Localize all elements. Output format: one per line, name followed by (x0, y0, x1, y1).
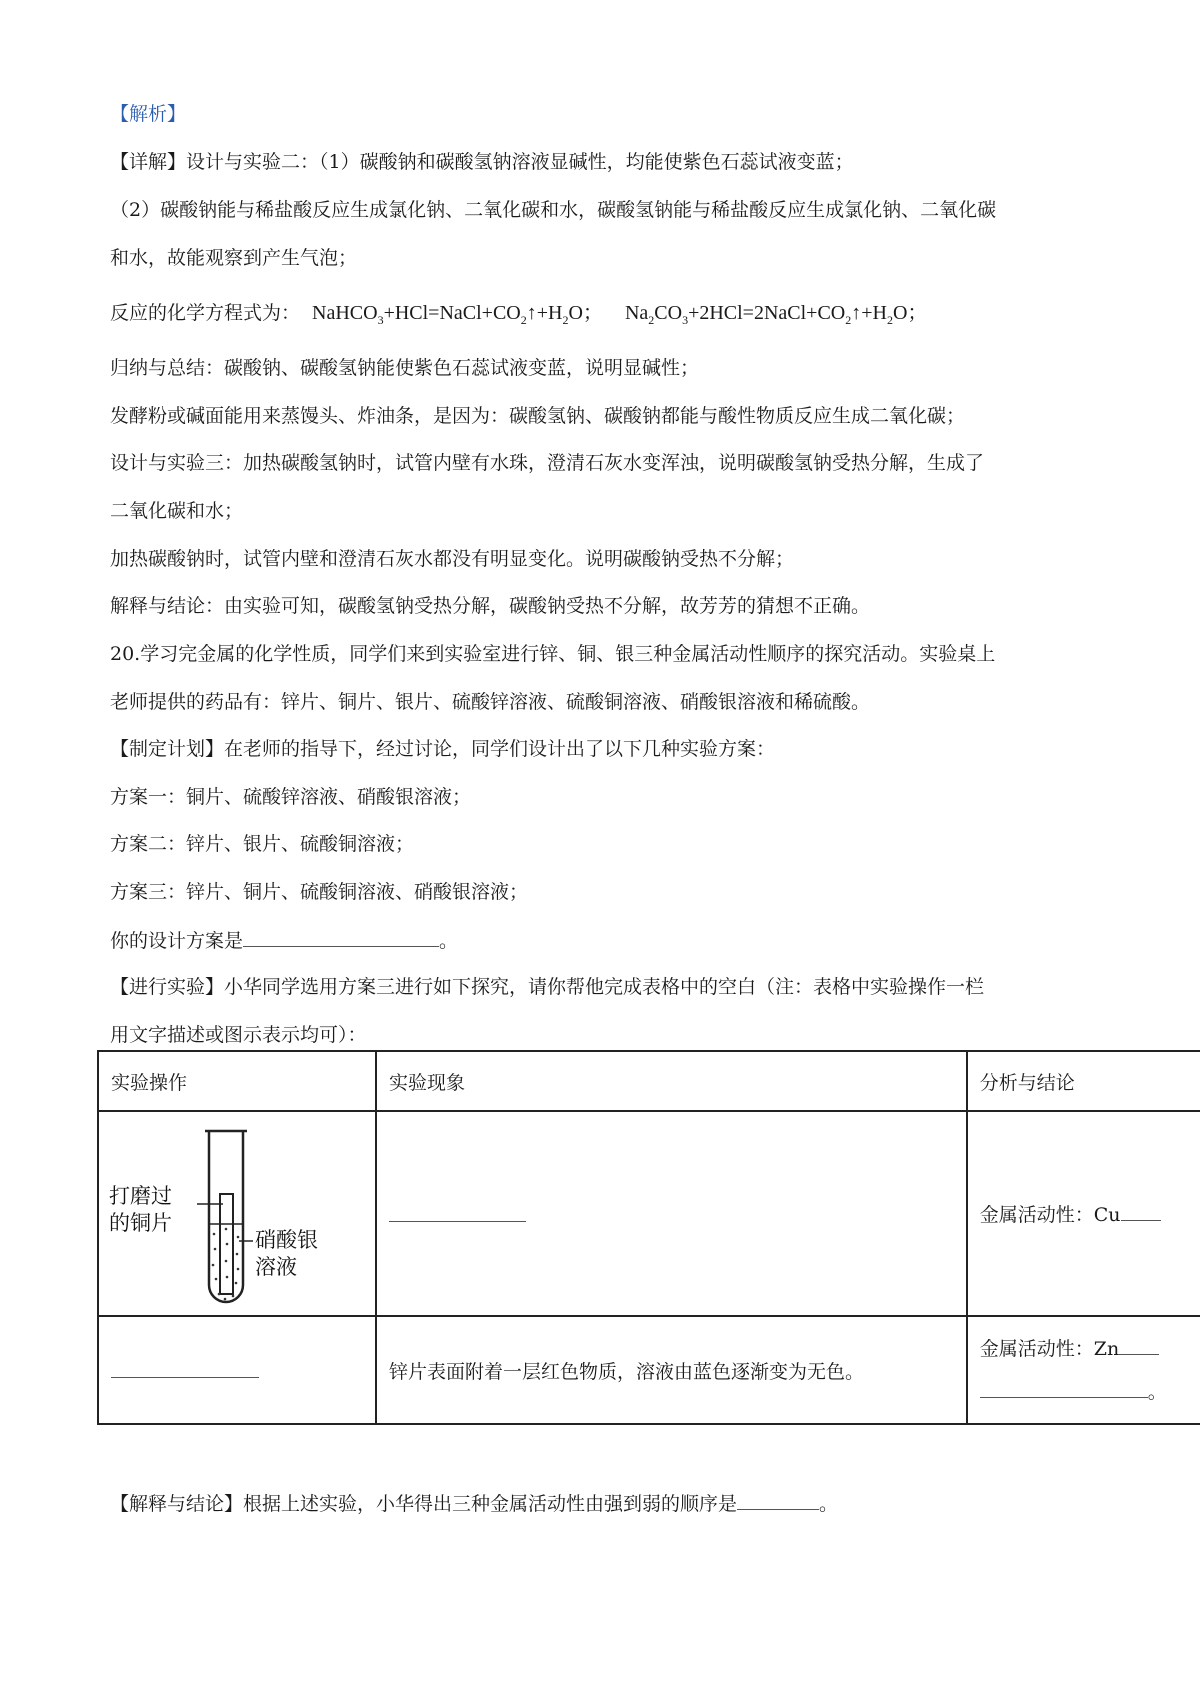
conclusion-zn-blank-1[interactable] (1119, 1334, 1159, 1355)
operation-figure-cell (98, 1111, 376, 1316)
equation-na2co3: $Na_2CO_3+2HCl=2NaCl+CO_2↑+H_2O$； (624, 302, 928, 327)
plan-intro: 【制定计划】在老师的指导下，经过讨论，同学们设计出了以下几种实验方案： (110, 738, 776, 760)
conclusion-cell-1 (967, 1111, 1200, 1316)
summary-line: 归纳与总结：碳酸钠、碳酸氢钠能使紫色石蕊试液变蓝，说明显碱性； (110, 357, 700, 379)
conclusion-zn-text: 金属活动性：Zn (979, 1338, 1120, 1360)
plan-1: 方案一：铜片、硫酸锌溶液、硝酸银溶液； (110, 786, 472, 808)
final-conclusion-blank[interactable] (737, 1489, 819, 1510)
equation-nahco3: $NaHCO_3+HCl=NaCl+CO_2↑+H_2O$； (312, 302, 603, 327)
conclusion-line: 解释与结论：由实验可知，碳酸氢钠受热分解，碳酸钠受热不分解，故芳芳的猜想不正确。 (110, 595, 871, 617)
conclusion-cu-blank[interactable] (1121, 1200, 1161, 1221)
question-20-line-1: 20.学习完金属的化学性质，同学们来到实验室进行锌、铜、银三种金属活动性顺序的探究活动。实验桌上 (110, 643, 996, 665)
conclusion-zn-blank-2[interactable] (980, 1377, 1148, 1398)
table-row (98, 1316, 1200, 1424)
operation-cell-2 (98, 1316, 376, 1424)
your-plan-label: 你的设计方案是 (110, 930, 244, 952)
operation-blank-2[interactable] (111, 1357, 259, 1378)
question-20-line-2: 老师提供的药品有：锌片、铜片、银片、硫酸锌溶液、硫酸铜溶液、硝酸银溶液和稀硫酸。 (110, 691, 871, 713)
header-operation: 实验操作 (98, 1051, 376, 1111)
header-conclusion: 分析与结论 (967, 1051, 1200, 1111)
plan-2: 方案二：锌片、银片、硫酸铜溶液； (110, 833, 415, 855)
header-phenomenon: 实验现象 (376, 1051, 967, 1111)
equation-line (110, 299, 927, 334)
experiment-intro-1: 【进行实验】小华同学选用方案三进行如下探究，请你帮他完成表格中的空白（注：表格中实验操作一栏 (110, 976, 985, 998)
phenomenon-cell-1 (376, 1111, 967, 1316)
heating-na2co3-line: 加热碳酸钠时，试管内壁和澄清石灰水都没有明显变化。说明碳酸钠受热不分解； (110, 548, 795, 570)
plan-3: 方案三：锌片、铜片、硫酸铜溶液、硝酸银溶液； (110, 881, 529, 903)
equation-prefix: 反应的化学方程式为： (110, 302, 301, 324)
silver-nitrate-label: 硝酸银 溶液 (255, 1227, 318, 1279)
copper-strip-label: 打磨过 的铜片 (109, 1183, 172, 1235)
your-plan-line: 你的设计方案是 。 (110, 926, 458, 955)
baking-line: 发酵粉或碱面能用来蒸馒头、炸油条，是因为：碳酸氢钠、碳酸钠都能与酸性物质反应生成二氧化碳； (110, 405, 966, 427)
experiment3-line-2: 二氧化碳和水； (110, 500, 244, 522)
detail-line-3: 和水，故能观察到产生气泡； (110, 247, 358, 269)
conclusion-cell-2: 金属活动性：Zn 。 (967, 1316, 1200, 1424)
your-plan-blank[interactable] (243, 926, 439, 947)
phenomenon-blank-1[interactable] (389, 1201, 526, 1222)
table-row (98, 1111, 1200, 1316)
phenomenon-cell-2: 锌片表面附着一层红色物质，溶液由蓝色逐渐变为无色。 (376, 1316, 967, 1424)
experiment3-line-1: 设计与实验三：加热碳酸氢钠时，试管内壁有水珠，澄清石灰水变浑浊，说明碳酸氢钠受热分解，生成了 (110, 452, 985, 474)
conclusion-cu-text: 金属活动性：Cu (979, 1204, 1121, 1226)
table-header-row (98, 1051, 1200, 1111)
detail-line-1: 【详解】设计与实验二：（1）碳酸钠和碳酸氢钠溶液显碱性，均能使紫色石蕊试液变蓝； (110, 151, 854, 173)
analysis-header: 【解析】 (110, 103, 187, 125)
final-conclusion-text: 【解释与结论】根据上述实验，小华得出三种金属活动性由强到弱的顺序是 (110, 1493, 738, 1515)
detail-line-2: （2）碳酸钠能与稀盐酸反应生成氯化钠、二氧化碳和水，碳酸氢钠能与稀盐酸反应生成氯化钠、二氧化碳 (110, 199, 997, 221)
experiment-intro-2: 用文字描述或图示表示均可）： (110, 1024, 367, 1046)
test-tube-figure (107, 1119, 347, 1309)
experiment-table (97, 1050, 1200, 1425)
final-conclusion-line: 【解释与结论】根据上述实验，小华得出三种金属活动性由强到弱的顺序是 。 (110, 1489, 838, 1518)
